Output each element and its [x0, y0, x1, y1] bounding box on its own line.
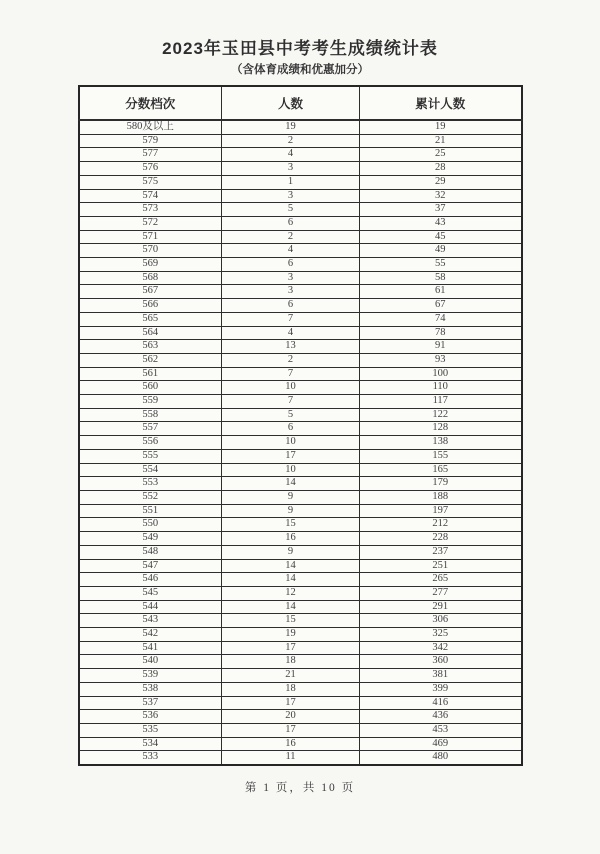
- score-band-cell: 560: [79, 381, 222, 395]
- count-cell: 14: [222, 600, 360, 614]
- score-band-cell: 533: [79, 751, 222, 765]
- count-cell: 6: [222, 299, 360, 313]
- count-cell: 17: [222, 723, 360, 737]
- cumulative-count-cell: 78: [360, 326, 522, 340]
- score-band-cell: 566: [79, 299, 222, 313]
- count-cell: 3: [222, 271, 360, 285]
- cumulative-count-cell: 399: [360, 682, 522, 696]
- cumulative-count-cell: 453: [360, 723, 522, 737]
- cumulative-count-cell: 91: [360, 340, 522, 354]
- table-header: [79, 86, 522, 120]
- count-cell: 7: [222, 312, 360, 326]
- count-cell: 4: [222, 326, 360, 340]
- count-cell: 13: [222, 340, 360, 354]
- table-row: [79, 504, 522, 518]
- table-header-row: [79, 86, 522, 120]
- cumulative-count-cell: 37: [360, 203, 522, 217]
- cumulative-count-cell: 100: [360, 367, 522, 381]
- table-row: [79, 696, 522, 710]
- cumulative-count-cell: 480: [360, 751, 522, 765]
- cumulative-count-cell: 19: [360, 120, 522, 134]
- table-row: [79, 230, 522, 244]
- count-cell: 4: [222, 148, 360, 162]
- count-cell: 10: [222, 436, 360, 450]
- table-row: [79, 422, 522, 436]
- cumulative-count-cell: 416: [360, 696, 522, 710]
- cumulative-count-cell: 61: [360, 285, 522, 299]
- score-band-cell: 577: [79, 148, 222, 162]
- cumulative-count-cell: 265: [360, 573, 522, 587]
- count-cell: 18: [222, 682, 360, 696]
- score-band-cell: 564: [79, 326, 222, 340]
- table-row: [79, 669, 522, 683]
- count-cell: 14: [222, 559, 360, 573]
- cumulative-count-cell: 165: [360, 463, 522, 477]
- score-band-cell: 548: [79, 545, 222, 559]
- count-cell: 3: [222, 189, 360, 203]
- table-row: [79, 285, 522, 299]
- count-cell: 17: [222, 696, 360, 710]
- score-band-cell: 573: [79, 203, 222, 217]
- cumulative-count-cell: 55: [360, 258, 522, 272]
- table-row: [79, 134, 522, 148]
- count-cell: 11: [222, 751, 360, 765]
- count-cell: 19: [222, 120, 360, 134]
- cumulative-count-cell: 342: [360, 641, 522, 655]
- table-row: [79, 148, 522, 162]
- count-cell: 20: [222, 710, 360, 724]
- cumulative-count-cell: 325: [360, 628, 522, 642]
- count-cell: 18: [222, 655, 360, 669]
- count-cell: 2: [222, 353, 360, 367]
- cumulative-count-cell: 155: [360, 449, 522, 463]
- score-table: [78, 85, 523, 766]
- table-row: [79, 559, 522, 573]
- count-cell: 4: [222, 244, 360, 258]
- count-cell: 15: [222, 518, 360, 532]
- score-band-cell: 557: [79, 422, 222, 436]
- table-row: [79, 710, 522, 724]
- count-cell: 3: [222, 162, 360, 176]
- score-band-cell: 547: [79, 559, 222, 573]
- table-row: [79, 381, 522, 395]
- count-cell: 9: [222, 545, 360, 559]
- table-row: [79, 436, 522, 450]
- score-band-cell: 575: [79, 175, 222, 189]
- count-cell: 14: [222, 573, 360, 587]
- table-row: [79, 312, 522, 326]
- table-row: [79, 162, 522, 176]
- cumulative-count-cell: 93: [360, 353, 522, 367]
- header-score-band: 分数档次: [79, 86, 222, 120]
- score-band-cell: 541: [79, 641, 222, 655]
- table-row: [79, 449, 522, 463]
- table-row: [79, 723, 522, 737]
- score-band-cell: 535: [79, 723, 222, 737]
- count-cell: 16: [222, 737, 360, 751]
- score-band-cell: 568: [79, 271, 222, 285]
- table-row: [79, 216, 522, 230]
- score-band-cell: 579: [79, 134, 222, 148]
- table-row: [79, 641, 522, 655]
- table-row: [79, 326, 522, 340]
- count-cell: 7: [222, 367, 360, 381]
- table-row: [79, 271, 522, 285]
- score-band-cell: 550: [79, 518, 222, 532]
- score-band-cell: 538: [79, 682, 222, 696]
- page-number-footer: 第 1 页，共 10 页: [244, 782, 356, 795]
- score-band-cell: 542: [79, 628, 222, 642]
- score-band-cell: 572: [79, 216, 222, 230]
- cumulative-count-cell: 291: [360, 600, 522, 614]
- cumulative-count-cell: 251: [360, 559, 522, 573]
- cumulative-count-cell: 197: [360, 504, 522, 518]
- score-band-cell: 574: [79, 189, 222, 203]
- count-cell: 6: [222, 258, 360, 272]
- score-band-cell: 549: [79, 532, 222, 546]
- cumulative-count-cell: 306: [360, 614, 522, 628]
- count-cell: 2: [222, 134, 360, 148]
- cumulative-count-cell: 122: [360, 408, 522, 422]
- score-band-cell: 558: [79, 408, 222, 422]
- cumulative-count-cell: 28: [360, 162, 522, 176]
- score-band-cell: 571: [79, 230, 222, 244]
- table-row: [79, 175, 522, 189]
- cumulative-count-cell: 45: [360, 230, 522, 244]
- score-band-cell: 580及以上: [79, 120, 222, 134]
- table-row: [79, 340, 522, 354]
- cumulative-count-cell: 381: [360, 669, 522, 683]
- score-band-cell: 576: [79, 162, 222, 176]
- score-band-cell: 567: [79, 285, 222, 299]
- table-row: [79, 518, 522, 532]
- header-cumulative-count: 累计人数: [360, 86, 522, 120]
- count-cell: 9: [222, 490, 360, 504]
- score-band-cell: 553: [79, 477, 222, 491]
- score-band-cell: 534: [79, 737, 222, 751]
- cumulative-count-cell: 25: [360, 148, 522, 162]
- table-row: [79, 628, 522, 642]
- score-band-cell: 562: [79, 353, 222, 367]
- table-row: [79, 299, 522, 313]
- table-row: [79, 258, 522, 272]
- cumulative-count-cell: 58: [360, 271, 522, 285]
- score-band-cell: 540: [79, 655, 222, 669]
- cumulative-count-cell: 138: [360, 436, 522, 450]
- table-row: [79, 737, 522, 751]
- page-title: 2023年玉田县中考考生成绩统计表: [162, 39, 438, 58]
- cumulative-count-cell: 128: [360, 422, 522, 436]
- score-band-cell: 569: [79, 258, 222, 272]
- count-cell: 10: [222, 463, 360, 477]
- table-row: [79, 682, 522, 696]
- count-cell: 19: [222, 628, 360, 642]
- count-cell: 17: [222, 449, 360, 463]
- score-band-cell: 554: [79, 463, 222, 477]
- table-row: [79, 545, 522, 559]
- cumulative-count-cell: 277: [360, 586, 522, 600]
- cumulative-count-cell: 436: [360, 710, 522, 724]
- table-row: [79, 463, 522, 477]
- count-cell: 6: [222, 422, 360, 436]
- count-cell: 10: [222, 381, 360, 395]
- score-band-cell: 537: [79, 696, 222, 710]
- cumulative-count-cell: 237: [360, 545, 522, 559]
- count-cell: 6: [222, 216, 360, 230]
- table-row: [79, 244, 522, 258]
- count-cell: 1: [222, 175, 360, 189]
- score-band-cell: 543: [79, 614, 222, 628]
- table-row: [79, 655, 522, 669]
- table-row: [79, 573, 522, 587]
- count-cell: 5: [222, 203, 360, 217]
- count-cell: 9: [222, 504, 360, 518]
- table-row: [79, 353, 522, 367]
- score-band-cell: 561: [79, 367, 222, 381]
- count-cell: 21: [222, 669, 360, 683]
- score-band-cell: 536: [79, 710, 222, 724]
- cumulative-count-cell: 49: [360, 244, 522, 258]
- cumulative-count-cell: 43: [360, 216, 522, 230]
- table-row: [79, 203, 522, 217]
- score-band-cell: 555: [79, 449, 222, 463]
- table-row: [79, 120, 522, 134]
- cumulative-count-cell: 228: [360, 532, 522, 546]
- cumulative-count-cell: 74: [360, 312, 522, 326]
- count-cell: 16: [222, 532, 360, 546]
- page-subtitle: （含体育成绩和优惠加分）: [231, 64, 369, 76]
- score-band-cell: 539: [79, 669, 222, 683]
- table-row: [79, 477, 522, 491]
- cumulative-count-cell: 179: [360, 477, 522, 491]
- cumulative-count-cell: 29: [360, 175, 522, 189]
- table-body: [79, 120, 522, 765]
- table-row: [79, 490, 522, 504]
- cumulative-count-cell: 469: [360, 737, 522, 751]
- score-band-cell: 552: [79, 490, 222, 504]
- score-band-cell: 565: [79, 312, 222, 326]
- table-row: [79, 751, 522, 765]
- count-cell: 5: [222, 408, 360, 422]
- count-cell: 12: [222, 586, 360, 600]
- score-band-cell: 545: [79, 586, 222, 600]
- score-band-cell: 563: [79, 340, 222, 354]
- score-band-cell: 556: [79, 436, 222, 450]
- cumulative-count-cell: 110: [360, 381, 522, 395]
- count-cell: 7: [222, 395, 360, 409]
- table-row: [79, 532, 522, 546]
- cumulative-count-cell: 117: [360, 395, 522, 409]
- score-band-cell: 570: [79, 244, 222, 258]
- count-cell: 2: [222, 230, 360, 244]
- table-row: [79, 395, 522, 409]
- score-band-cell: 559: [79, 395, 222, 409]
- cumulative-count-cell: 21: [360, 134, 522, 148]
- score-band-cell: 546: [79, 573, 222, 587]
- table-row: [79, 586, 522, 600]
- header-count: 人数: [222, 86, 360, 120]
- score-band-cell: 544: [79, 600, 222, 614]
- count-cell: 15: [222, 614, 360, 628]
- count-cell: 17: [222, 641, 360, 655]
- cumulative-count-cell: 188: [360, 490, 522, 504]
- table-row: [79, 614, 522, 628]
- table-row: [79, 189, 522, 203]
- cumulative-count-cell: 360: [360, 655, 522, 669]
- table-row: [79, 600, 522, 614]
- cumulative-count-cell: 212: [360, 518, 522, 532]
- count-cell: 3: [222, 285, 360, 299]
- cumulative-count-cell: 32: [360, 189, 522, 203]
- table-row: [79, 408, 522, 422]
- score-band-cell: 551: [79, 504, 222, 518]
- cumulative-count-cell: 67: [360, 299, 522, 313]
- table-row: [79, 367, 522, 381]
- count-cell: 14: [222, 477, 360, 491]
